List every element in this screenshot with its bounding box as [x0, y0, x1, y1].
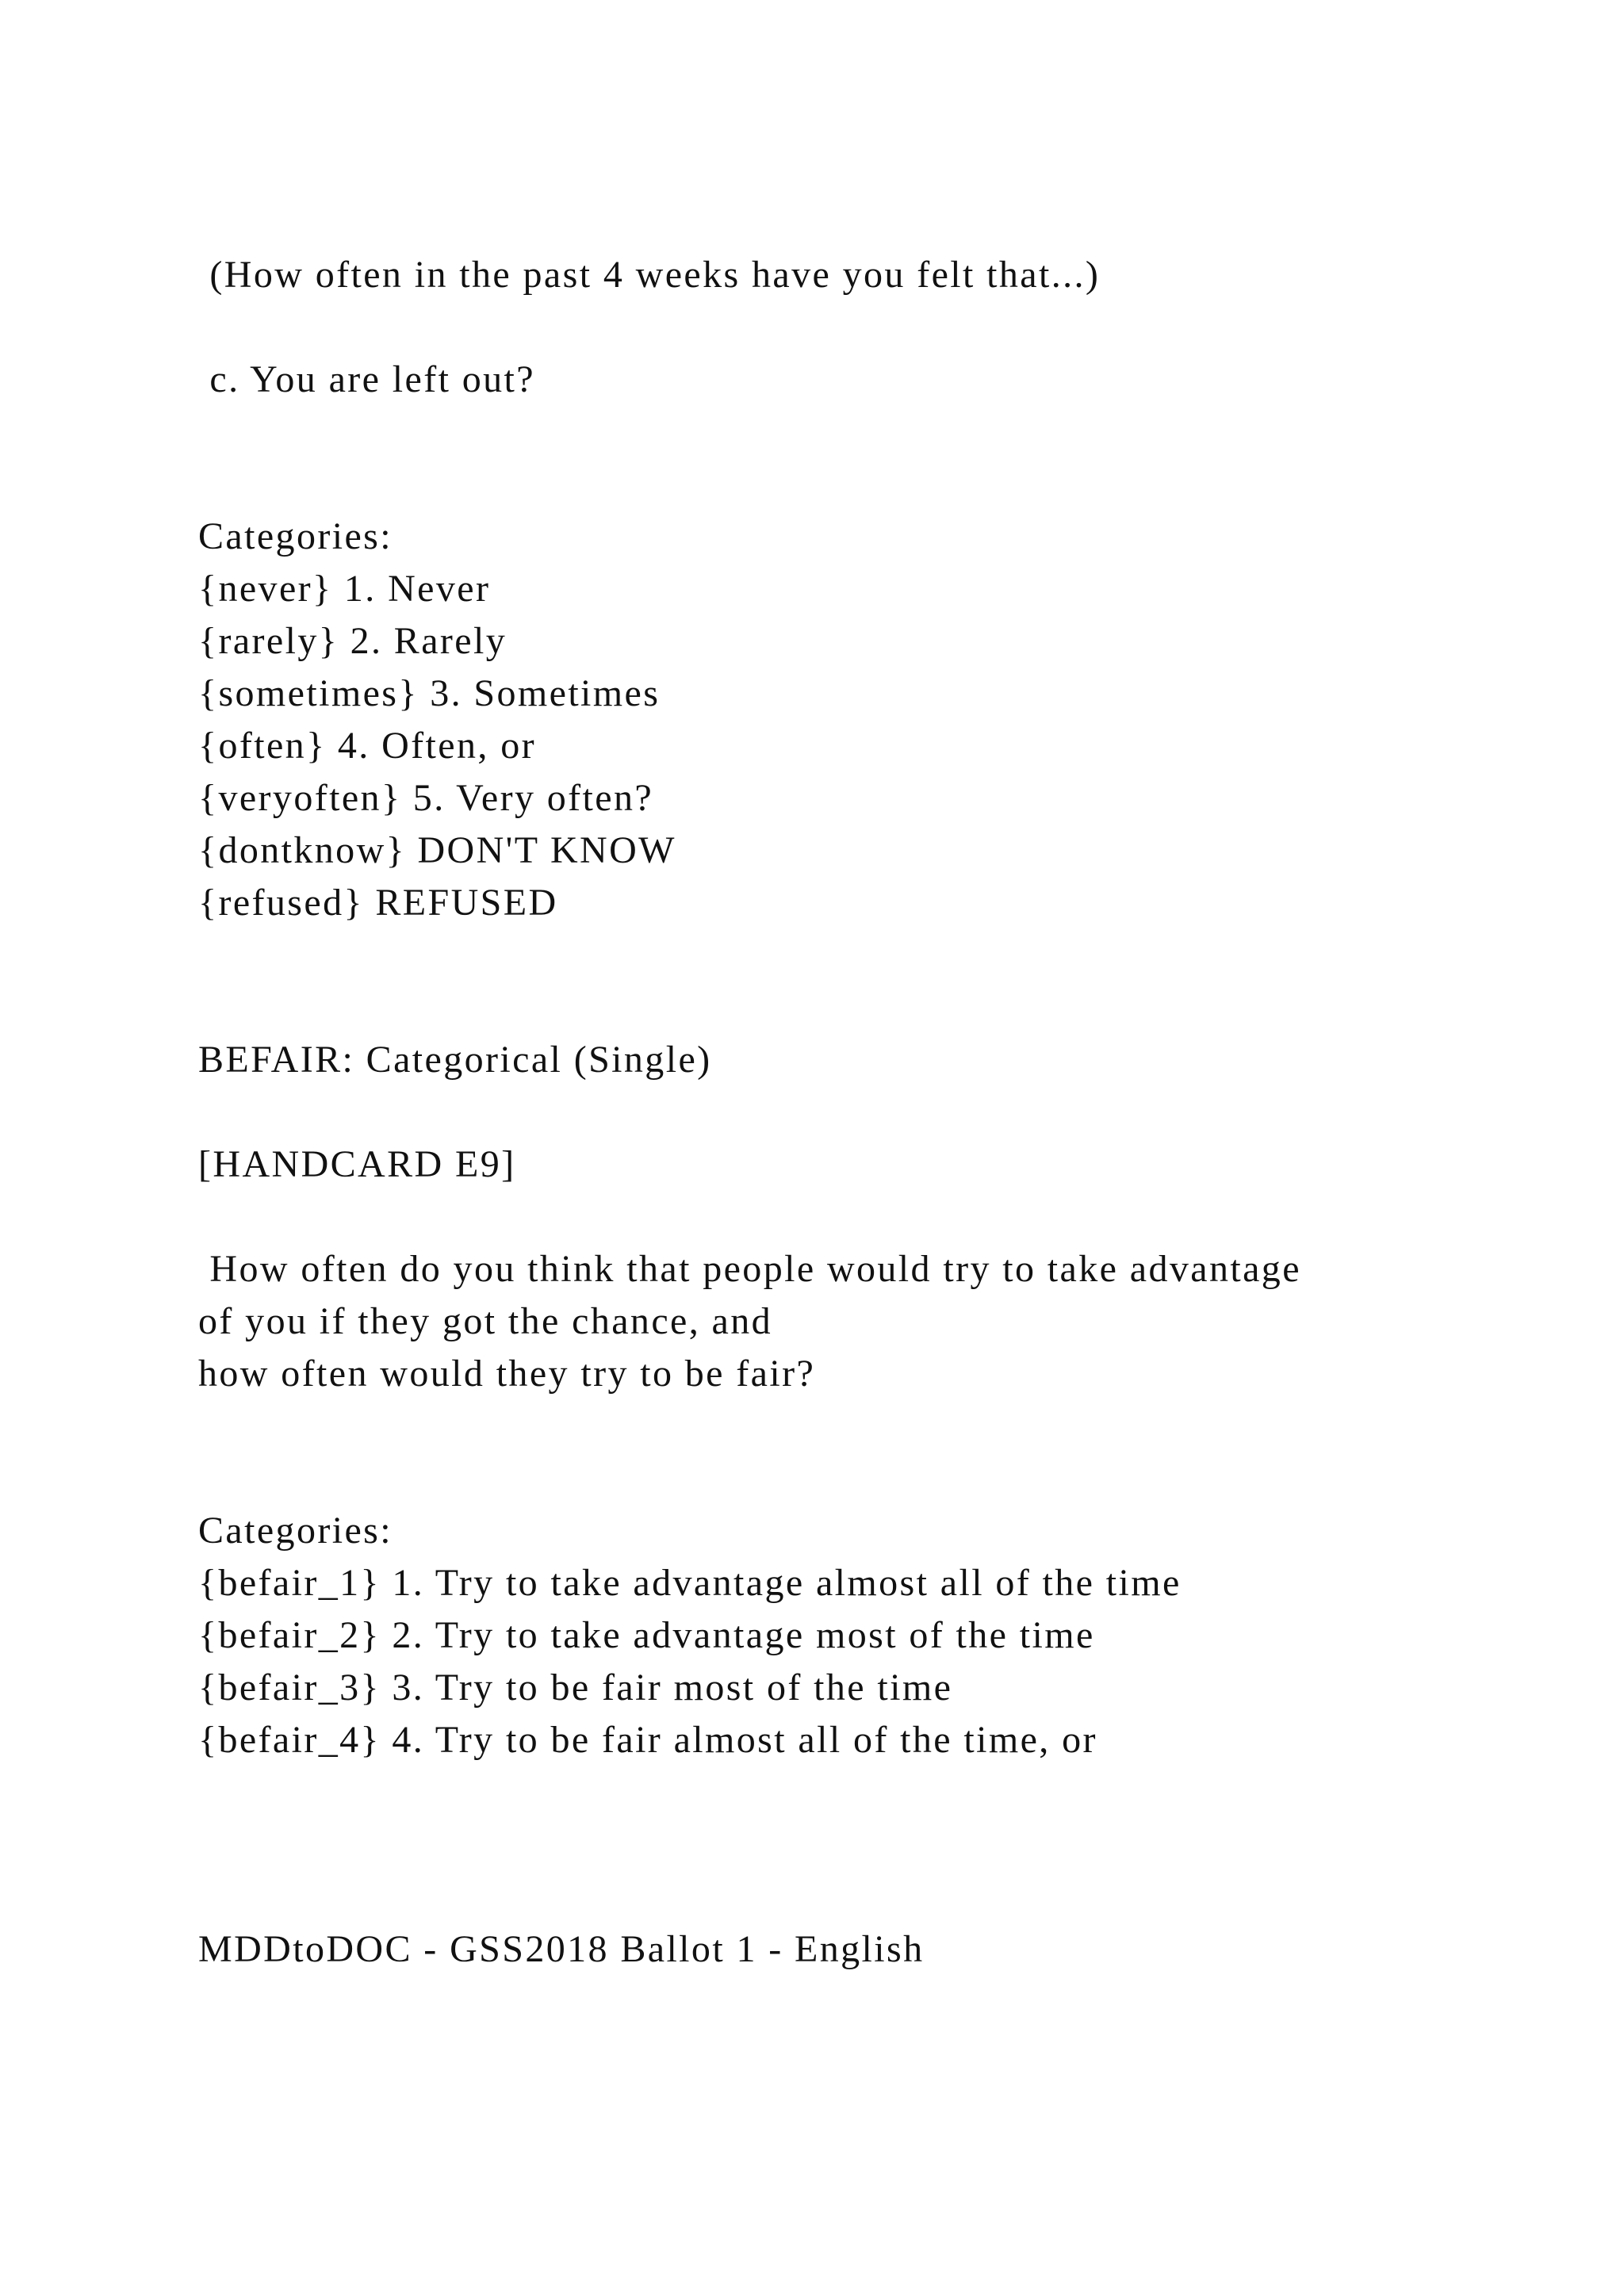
category-option: {befair_4} 4. Try to be fair almost all of the time, or [198, 1719, 1097, 1761]
category-option: {befair_1} 1. Try to take advantage almost all of the time [198, 1562, 1182, 1604]
categories-heading: Categories: [198, 515, 393, 557]
category-option: {veryoften} 5. Very often? [198, 777, 654, 819]
variable-header: BEFAIR: Categorical (Single) [198, 1039, 712, 1081]
category-option: {befair_3} 3. Try to be fair most of the time [198, 1667, 953, 1709]
question-text: How often do you think that people would try to take advantage [198, 1248, 1301, 1290]
category-option: {never} 1. Never [198, 568, 491, 610]
question-text: how often would they try to be fair? [198, 1353, 816, 1395]
question-text: of you if they got the chance, and [198, 1300, 773, 1342]
category-option: {dontknow} DON'T KNOW [198, 829, 676, 871]
handcard-label: [HANDCARD E9] [198, 1143, 516, 1185]
document-footer: MDDtoDOC - GSS2018 Ballot 1 - English [198, 1928, 925, 1970]
category-option: {refused} REFUSED [198, 882, 558, 924]
categories-heading: Categories: [198, 1510, 393, 1552]
category-option: {sometimes} 3. Sometimes [198, 672, 661, 714]
category-option: {rarely} 2. Rarely [198, 620, 508, 662]
question-c: c. You are left out? [198, 358, 535, 400]
category-option: {often} 4. Often, or [198, 725, 536, 767]
category-option: {befair_2} 2. Try to take advantage most of the time [198, 1614, 1095, 1656]
intro-prompt: (How often in the past 4 weeks have you felt that...) [198, 254, 1101, 296]
